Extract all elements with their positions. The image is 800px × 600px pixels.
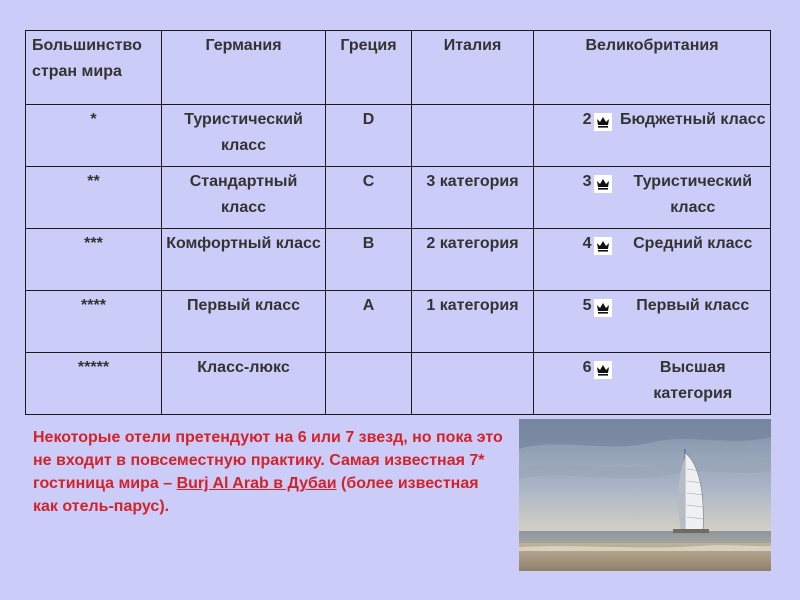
uk-class-cell: Высшая категория — [616, 353, 771, 415]
uk-number-cell — [534, 167, 616, 229]
germany-cell: Стандартный класс — [162, 167, 326, 229]
italy-cell — [412, 105, 534, 167]
crown-icon — [594, 299, 612, 317]
germany-cell: Комфортный класс — [162, 229, 326, 291]
greece-cell: C — [326, 167, 412, 229]
header-italy: Италия — [412, 31, 534, 105]
header-world: Большинство стран мира — [26, 31, 162, 105]
italy-cell: 2 категория — [412, 229, 534, 291]
note-text-before: Некоторые отели претендуют на 6 или 7 звезд, но пока это не входит в повсеместную практику. Самая известная 7* гостиница мира – — [33, 429, 503, 492]
uk-class-cell: Средний класс — [616, 229, 771, 291]
uk-number: 4 — [582, 235, 592, 252]
header-germany: Германия — [162, 31, 326, 105]
germany-cell: Первый класс — [162, 291, 326, 353]
table-row — [26, 353, 771, 415]
germany-cell: Туристический класс — [162, 105, 326, 167]
note-text — [33, 426, 503, 518]
greece-cell: A — [326, 291, 412, 353]
note-text-after: (более известная как отель-парус). — [33, 475, 479, 515]
uk-number-cell — [534, 353, 616, 415]
world-stars-cell: ** — [26, 167, 162, 229]
header-greece: Греция — [326, 31, 412, 105]
greece-cell — [326, 353, 412, 415]
uk-number: 3 — [582, 173, 592, 190]
italy-cell: 3 категория — [412, 167, 534, 229]
table-body — [26, 105, 771, 415]
table-row — [26, 291, 771, 353]
uk-number: 6 — [582, 359, 592, 376]
uk-class-cell: Туристический класс — [616, 167, 771, 229]
crown-icon — [594, 361, 612, 379]
greece-cell: D — [326, 105, 412, 167]
table-row — [26, 229, 771, 291]
italy-cell: 1 категория — [412, 291, 534, 353]
table-row — [26, 167, 771, 229]
burj-al-arab-link[interactable]: Burj Al Arab в Дубаи — [176, 475, 337, 492]
uk-number-cell — [534, 105, 616, 167]
world-stars-cell: *** — [26, 229, 162, 291]
uk-class-cell: Первый класс — [616, 291, 771, 353]
table-header-row — [26, 31, 771, 105]
greece-cell: B — [326, 229, 412, 291]
world-stars-cell: ***** — [26, 353, 162, 415]
uk-number: 2 — [582, 111, 592, 128]
uk-number: 5 — [582, 297, 592, 314]
burj-al-arab-photo — [519, 419, 771, 571]
world-stars-cell: **** — [26, 291, 162, 353]
crown-icon — [594, 175, 612, 193]
crown-icon — [594, 113, 612, 131]
uk-class-cell: Бюджетный класс — [616, 105, 771, 167]
table-row — [26, 105, 771, 167]
hotel-classification-table — [25, 30, 771, 415]
crown-icon — [594, 237, 612, 255]
header-uk: Великобритания — [534, 31, 771, 105]
world-stars-cell: * — [26, 105, 162, 167]
uk-number-cell — [534, 229, 616, 291]
uk-number-cell — [534, 291, 616, 353]
germany-cell: Класс-люкс — [162, 353, 326, 415]
italy-cell — [412, 353, 534, 415]
